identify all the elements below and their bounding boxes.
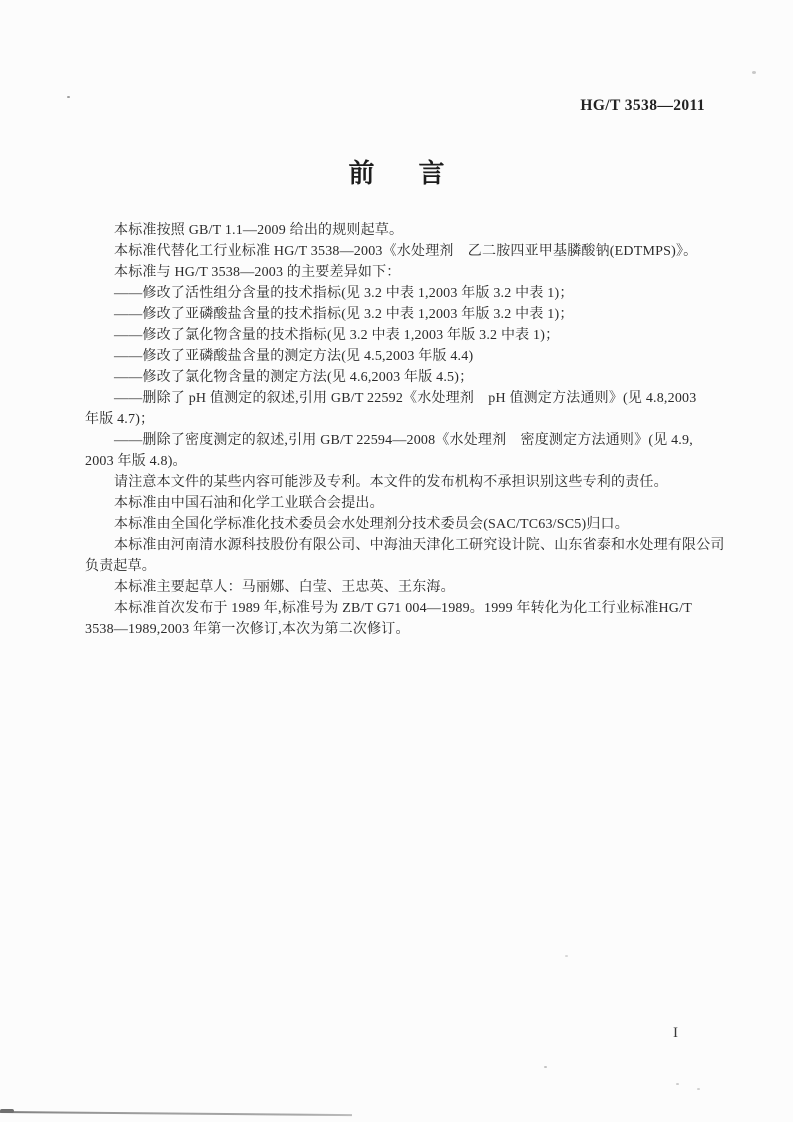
foreword-line: 本标准与 HG/T 3538—2003 的主要差异如下： bbox=[114, 265, 401, 280]
title-char-yan: 言 bbox=[418, 158, 445, 188]
page-number: I bbox=[673, 1025, 678, 1041]
scan-artifact-speck bbox=[67, 96, 70, 98]
foreword-line: ——删除了密度测定的叙述,引用 GB/T 22594—2008《水处理剂 密度测定方法通则》(见 4.9, bbox=[114, 433, 693, 448]
scan-artifact-speck bbox=[676, 1083, 679, 1085]
foreword-line: ——删除了 pH 值测定的叙述,引用 GB/T 22592《水处理剂 pH 值测定方法通则》(见 4.8,2003 bbox=[114, 391, 697, 406]
foreword-line: 负责起草。 bbox=[85, 559, 156, 574]
foreword-line: 请注意本文件的某些内容可能涉及专利。本文件的发布机构不承担识别这些专利的责任。 bbox=[114, 475, 668, 490]
foreword-line: 本标准由河南清水源科技股份有限公司、中海油天津化工研究设计院、山东省泰和水处理有限公司 bbox=[114, 538, 725, 553]
foreword-line: 本标准代替化工行业标准 HG/T 3538—2003《水处理剂 乙二胺四亚甲基膦酸钠(EDTMPS)》。 bbox=[114, 244, 698, 259]
scan-artifact-bottom-nub bbox=[0, 1109, 14, 1113]
foreword-line: ——修改了亚磷酸盐含量的测定方法(见 4.5,2003 年版 4.4) bbox=[114, 349, 474, 364]
foreword-line: ——修改了亚磷酸盐含量的技术指标(见 3.2 中表 1,2003 年版 3.2 中表 1)； bbox=[114, 307, 574, 322]
foreword-line: 2003 年版 4.8)。 bbox=[85, 454, 187, 469]
foreword-line: 本标准由全国化学标准化技术委员会水处理剂分技术委员会(SAC/TC63/SC5)归口。 bbox=[114, 517, 629, 532]
page-title bbox=[0, 153, 793, 190]
foreword-line: 本标准按照 GB/T 1.1—2009 给出的规则起草。 bbox=[114, 223, 404, 238]
scan-artifact-speck bbox=[752, 71, 756, 74]
scan-artifact-speck bbox=[697, 1088, 700, 1090]
title-char-qian: 前 bbox=[348, 158, 375, 188]
foreword-line: ——修改了活性组分含量的技术指标(见 3.2 中表 1,2003 年版 3.2 中表 1)； bbox=[114, 286, 574, 301]
scan-artifact-speck bbox=[544, 1066, 547, 1068]
standard-number: HG/T 3538—2011 bbox=[580, 97, 705, 114]
foreword-line: 年版 4.7)； bbox=[85, 412, 155, 427]
scan-artifact-speck bbox=[565, 955, 568, 957]
foreword-line: 本标准首次发布于 1989 年,标准号为 ZB/T G71 004—1989。1999 年转化为化工行业标准HG/T bbox=[114, 601, 692, 616]
foreword-line: 3538—1989,2003 年第一次修订,本次为第二次修订。 bbox=[85, 622, 410, 637]
foreword-line: ——修改了氯化物含量的技术指标(见 3.2 中表 1,2003 年版 3.2 中表 1)； bbox=[114, 328, 560, 343]
foreword-line: 本标准主要起草人：马丽娜、白莹、王忠英、王东海。 bbox=[114, 580, 455, 595]
scan-artifact-bottom-line bbox=[0, 1111, 352, 1116]
foreword-line: 本标准由中国石油和化学工业联合会提出。 bbox=[114, 496, 384, 511]
foreword-text bbox=[85, 220, 725, 640]
foreword-line: ——修改了氯化物含量的测定方法(见 4.6,2003 年版 4.5)； bbox=[114, 370, 474, 385]
